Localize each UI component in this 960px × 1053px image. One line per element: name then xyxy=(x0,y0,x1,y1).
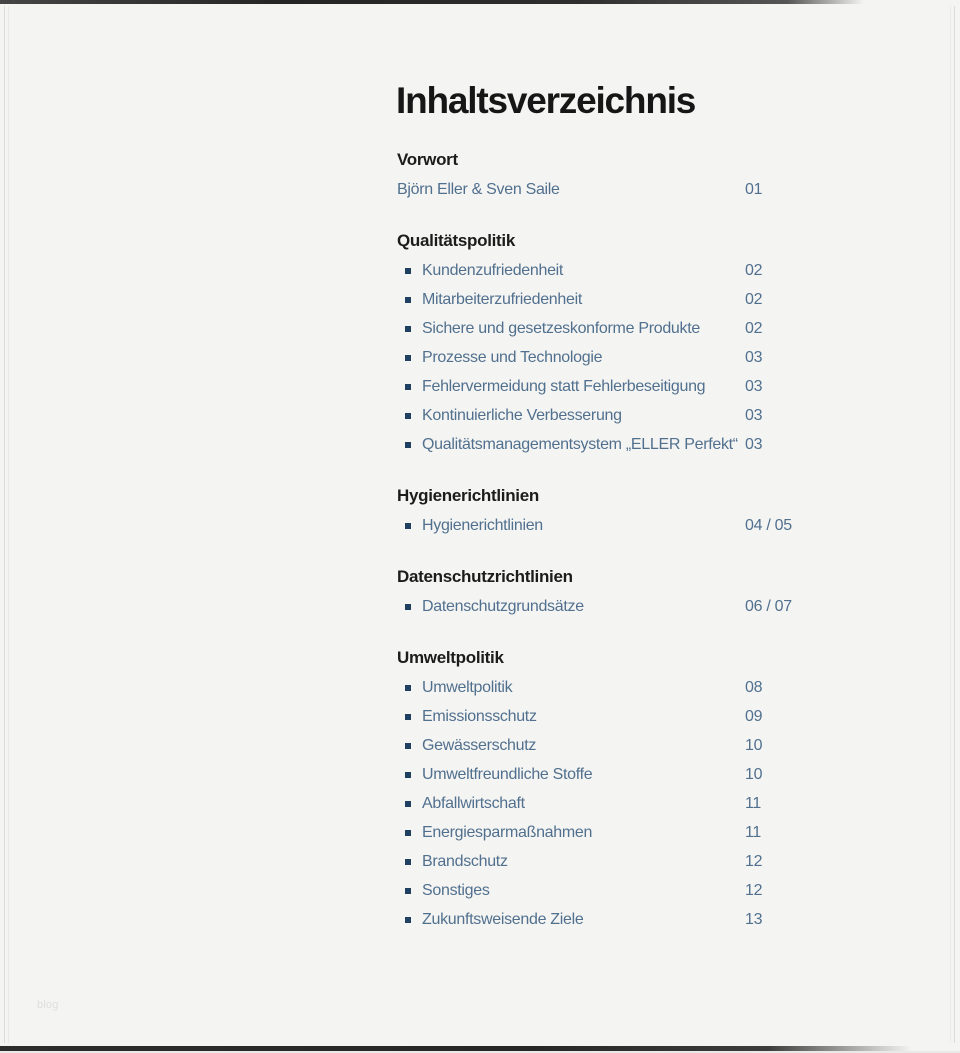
toc-entry xyxy=(397,731,795,760)
entry-page-number: 03 xyxy=(745,348,763,366)
entry-page-number: 12 xyxy=(745,852,763,870)
toc-entry xyxy=(397,760,795,789)
entry-label: Abfallwirtschaft xyxy=(422,794,525,812)
toc-entry xyxy=(397,511,795,540)
square-bullet-icon xyxy=(405,714,411,720)
section-heading: Hygienerichtlinien xyxy=(397,486,539,505)
toc-entry xyxy=(397,175,795,204)
toc-entry xyxy=(397,256,795,285)
page-edge-right-inner xyxy=(950,6,951,1043)
square-bullet-icon xyxy=(405,859,411,865)
square-bullet-icon xyxy=(405,297,411,303)
square-bullet-icon xyxy=(405,604,411,610)
entry-label: Datenschutzgrundsätze xyxy=(422,597,584,615)
entry-label: Fehlervermeidung statt Fehlerbeseitigung xyxy=(422,377,706,395)
entry-page-number: 11 xyxy=(745,823,762,841)
toc-entry xyxy=(397,789,795,818)
entry-label: Björn Eller & Sven Saile xyxy=(397,180,560,198)
entry-page-number: 03 xyxy=(745,406,763,424)
square-bullet-icon xyxy=(405,743,411,749)
square-bullet-icon xyxy=(405,830,411,836)
page-edge-left-inner xyxy=(8,6,9,1043)
toc-entry xyxy=(397,430,795,459)
entry-page-number: 01 xyxy=(745,180,763,198)
toc-entry xyxy=(397,372,795,401)
toc-entry xyxy=(397,702,795,731)
square-bullet-icon xyxy=(405,917,411,923)
square-bullet-icon xyxy=(405,355,411,361)
entry-page-number: 12 xyxy=(745,881,763,899)
entry-page-number: 03 xyxy=(745,435,763,453)
entry-page-number: 11 xyxy=(745,794,762,812)
entry-label: Brandschutz xyxy=(422,852,508,870)
entry-label: Zukunftsweisende Ziele xyxy=(422,910,584,928)
toc-entry xyxy=(397,285,795,314)
toc-entry xyxy=(397,847,795,876)
entry-page-number: 06 / 07 xyxy=(745,597,792,615)
square-bullet-icon xyxy=(405,268,411,274)
entry-label: Kundenzufriedenheit xyxy=(422,261,564,279)
entry-page-number: 02 xyxy=(745,319,763,337)
entry-page-number: 02 xyxy=(745,261,763,279)
entry-label: Sichere und gesetzeskonforme Produkte xyxy=(422,319,700,337)
entry-page-number: 09 xyxy=(745,707,763,725)
toc-section xyxy=(397,481,795,540)
entry-label: Qualitätsmanagementsystem „ELLER Perfekt“ xyxy=(422,435,738,453)
toc-entry xyxy=(397,673,795,702)
square-bullet-icon xyxy=(405,772,411,778)
entry-label: Kontinuierliche Verbesserung xyxy=(422,406,622,424)
entry-page-number: 03 xyxy=(745,377,763,395)
square-bullet-icon xyxy=(405,442,411,448)
toc-entry xyxy=(397,343,795,372)
toc-entry xyxy=(397,876,795,905)
page-edge-left xyxy=(4,6,5,1043)
entry-page-number: 08 xyxy=(745,678,763,696)
square-bullet-icon xyxy=(405,413,411,419)
entry-page-number: 13 xyxy=(745,910,763,928)
square-bullet-icon xyxy=(405,685,411,691)
scan-top-rule xyxy=(0,0,960,4)
square-bullet-icon xyxy=(405,801,411,807)
toc-section xyxy=(397,226,795,459)
entry-label: Hygienerichtlinien xyxy=(422,516,543,534)
square-bullet-icon xyxy=(405,326,411,332)
entry-page-number: 04 / 05 xyxy=(745,516,792,534)
toc-section xyxy=(397,643,795,934)
entry-label: Gewässerschutz xyxy=(422,736,537,754)
square-bullet-icon xyxy=(405,888,411,894)
square-bullet-icon xyxy=(405,384,411,390)
section-heading: Umweltpolitik xyxy=(397,648,504,667)
entry-label: Umweltfreundliche Stoffe xyxy=(422,765,593,783)
entry-page-number: 10 xyxy=(745,765,763,783)
entry-label: Mitarbeiterzufriedenheit xyxy=(422,290,582,308)
toc-section xyxy=(397,562,795,621)
toc-section xyxy=(397,145,795,204)
page-title: Inhaltsverzeichnis xyxy=(396,79,696,121)
entry-page-number: 02 xyxy=(745,290,763,308)
table-of-contents xyxy=(397,145,795,934)
section-heading: Qualitätspolitik xyxy=(397,231,515,250)
entry-label: Sonstiges xyxy=(422,881,490,899)
entry-label: Energiesparmaßnahmen xyxy=(422,823,593,841)
toc-entry xyxy=(397,401,795,430)
watermark-text: blog xyxy=(37,999,59,1011)
toc-entry xyxy=(397,314,795,343)
square-bullet-icon xyxy=(405,523,411,529)
toc-entry xyxy=(397,592,795,621)
toc-entry xyxy=(397,818,795,847)
section-heading: Vorwort xyxy=(397,150,458,169)
entry-page-number: 10 xyxy=(745,736,763,754)
entry-label: Umweltpolitik xyxy=(422,678,513,696)
section-heading: Datenschutzrichtlinien xyxy=(397,567,573,586)
toc-entry xyxy=(397,905,795,934)
entry-label: Prozesse und Technologie xyxy=(422,348,603,366)
page-edge-right xyxy=(954,6,955,1043)
entry-label: Emissionsschutz xyxy=(422,707,537,725)
